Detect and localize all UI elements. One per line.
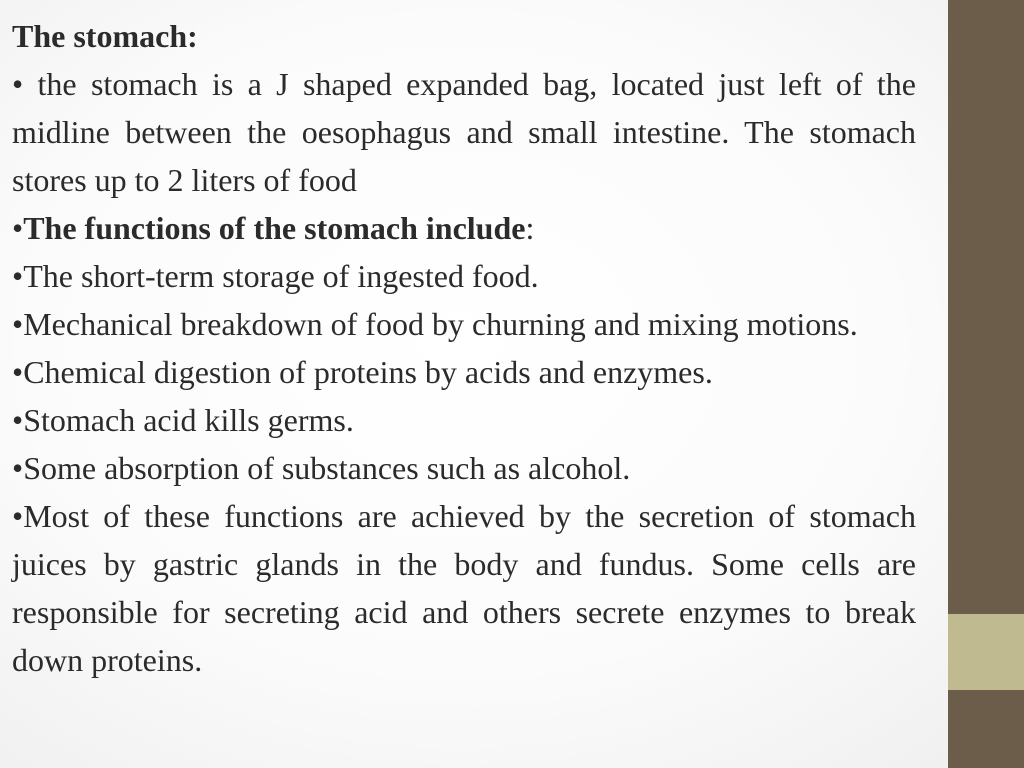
intro-paragraph: • the stomach is a J shaped expanded bag, located just left of the midline between the oesophagus and small intestine. The stomach stores up to 2 liters of food (12, 66, 916, 198)
bullet-item: •The short-term storage of ingested food. (12, 258, 539, 294)
functions-heading-colon: : (525, 210, 535, 246)
bullet-item: •Stomach acid kills germs. (12, 402, 354, 438)
bullet-item: •Mechanical breakdown of food by churning and mixing motions. (12, 306, 858, 342)
sidebar-accent-block (948, 614, 1024, 690)
bullet-item: •Chemical digestion of proteins by acids and enzymes. (12, 354, 713, 390)
slide-title: The stomach: (12, 18, 198, 54)
functions-heading-text: The functions of the stomach include (23, 210, 526, 246)
bullet-item: •Some absorption of substances such as alcohol. (12, 450, 631, 486)
bullet-marker: • (12, 210, 24, 246)
bullet-item: •Most of these functions are achieved by the secretion of stomach juices by gastric glands in the body and fundus. Some cells are responsible for secreting acid and others secrete enzymes to break down proteins. (12, 498, 916, 678)
functions-heading (12, 204, 916, 252)
slide-content (12, 12, 916, 684)
